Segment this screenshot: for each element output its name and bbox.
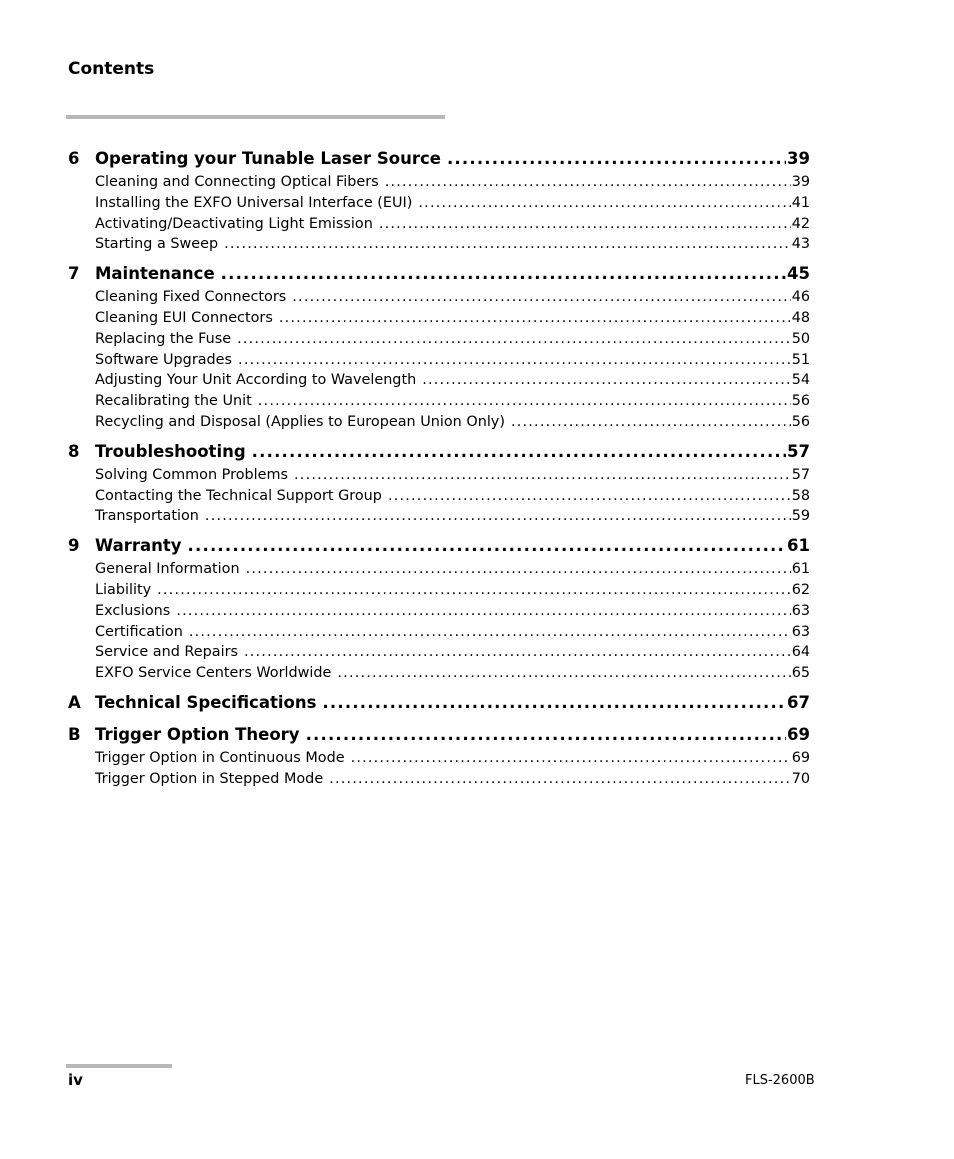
dot-leader xyxy=(351,748,791,769)
chapter-page-number: 69 xyxy=(787,724,810,744)
toc-chapter-row[interactable] xyxy=(68,146,810,172)
entry-page-number: 65 xyxy=(791,665,810,682)
entry-title: Cleaning EUI Connectors xyxy=(95,309,273,326)
dot-leader xyxy=(189,622,791,643)
chapter-title: Trigger Option Theory xyxy=(95,724,300,744)
entry-title: EXFO Service Centers Worldwide xyxy=(95,665,332,682)
chapter-title: Warranty xyxy=(95,536,182,556)
entry-title: Starting a Sweep xyxy=(95,236,219,253)
entry-title: Exclusions xyxy=(95,602,171,619)
toc-chapter-row[interactable] xyxy=(68,690,810,716)
entry-title: Trigger Option in Continuous Mode xyxy=(95,749,345,766)
chapter-page-number: 67 xyxy=(787,692,810,712)
chapter-title: Operating your Tunable Laser Source xyxy=(95,149,441,168)
chapter-page-number: 39 xyxy=(787,149,810,168)
entry-title: General Information xyxy=(95,561,240,578)
toc-entry[interactable] xyxy=(68,214,810,235)
toc-entry[interactable] xyxy=(68,370,810,391)
page-title: Contents xyxy=(68,59,155,79)
toc-chapter xyxy=(68,261,810,439)
dot-leader xyxy=(224,234,791,255)
toc-entry[interactable] xyxy=(68,580,810,601)
chapter-title: Maintenance xyxy=(95,264,215,284)
toc-entry[interactable] xyxy=(68,391,810,412)
entry-title: Trigger Option in Stepped Mode xyxy=(95,770,324,787)
chapter-number: 7 xyxy=(68,264,80,284)
dot-leader xyxy=(258,391,791,412)
toc-entry[interactable] xyxy=(68,663,810,684)
entry-title: Certification xyxy=(95,623,183,640)
dot-leader xyxy=(385,172,791,193)
dot-leader xyxy=(176,601,790,622)
entry-title: Software Upgrades xyxy=(95,351,233,368)
entry-page-number: 54 xyxy=(791,372,810,389)
entry-title: Cleaning and Connecting Optical Fibers xyxy=(95,174,379,190)
toc-entry[interactable] xyxy=(68,601,810,622)
dot-leader xyxy=(292,287,790,308)
toc-entry[interactable] xyxy=(68,559,810,580)
entry-page-number: 42 xyxy=(791,215,810,232)
toc-entry[interactable] xyxy=(68,193,810,214)
dot-leader xyxy=(337,663,790,684)
dot-leader xyxy=(237,329,791,350)
dot-leader xyxy=(379,214,791,235)
dot-leader xyxy=(188,533,786,559)
toc-entry[interactable] xyxy=(68,642,810,663)
dot-leader xyxy=(294,465,791,486)
entry-title: Activating/Deactivating Light Emission xyxy=(95,215,373,232)
toc-entry[interactable] xyxy=(68,486,810,507)
toc-entry[interactable] xyxy=(68,234,810,255)
chapter-title: Troubleshooting xyxy=(95,441,246,461)
dot-leader xyxy=(422,370,790,391)
entry-page-number: 58 xyxy=(791,487,810,504)
toc-entry[interactable] xyxy=(68,172,810,193)
toc-entry[interactable] xyxy=(68,412,810,433)
chapter-number: 6 xyxy=(68,149,80,168)
dot-leader xyxy=(447,146,786,172)
entry-page-number: 63 xyxy=(791,623,810,640)
dot-leader xyxy=(329,769,791,790)
entry-page-number: 70 xyxy=(791,770,810,787)
toc-entry[interactable] xyxy=(68,287,810,308)
dot-leader xyxy=(205,506,791,527)
entry-page-number: 39 xyxy=(791,174,810,190)
toc-chapter-row[interactable] xyxy=(68,533,810,559)
entry-title: Recycling and Disposal (Applies to European Union Only) xyxy=(95,413,505,430)
toc-chapter-row[interactable] xyxy=(68,722,810,748)
entry-title: Contacting the Technical Support Group xyxy=(95,487,382,504)
toc-entry[interactable] xyxy=(68,465,810,486)
entry-page-number: 51 xyxy=(791,351,810,368)
entry-page-number: 63 xyxy=(791,602,810,619)
entry-page-number: 41 xyxy=(791,194,810,211)
chapter-title: Technical Specifications xyxy=(95,692,317,712)
entry-page-number: 64 xyxy=(791,644,810,661)
entry-title: Transportation xyxy=(95,508,199,525)
dot-leader xyxy=(279,308,791,329)
entry-page-number: 48 xyxy=(791,309,810,326)
chapter-number: 9 xyxy=(68,536,80,556)
table-of-contents xyxy=(68,146,810,790)
entry-page-number: 62 xyxy=(791,581,810,598)
toc-chapter xyxy=(68,722,810,790)
chapter-number: A xyxy=(68,692,81,712)
entry-page-number: 56 xyxy=(791,393,810,410)
entry-page-number: 50 xyxy=(791,330,810,347)
entry-title: Adjusting Your Unit According to Wavelength xyxy=(95,372,417,389)
entry-page-number: 59 xyxy=(791,508,810,525)
entry-page-number: 61 xyxy=(791,561,810,578)
toc-chapter xyxy=(68,533,810,690)
entry-title: Recalibrating the Unit xyxy=(95,393,252,410)
entry-title: Service and Repairs xyxy=(95,644,238,661)
entry-page-number: 46 xyxy=(791,289,810,306)
dot-leader xyxy=(418,193,790,214)
toc-entry[interactable] xyxy=(68,329,810,350)
entry-title: Replacing the Fuse xyxy=(95,330,232,347)
toc-chapter xyxy=(68,146,810,261)
entry-page-number: 69 xyxy=(791,749,810,766)
chapter-number: B xyxy=(68,724,81,744)
footer-divider xyxy=(66,1064,172,1068)
toc-chapter xyxy=(68,690,810,722)
header-divider xyxy=(66,115,445,119)
dot-leader xyxy=(252,439,786,465)
chapter-page-number: 45 xyxy=(787,264,810,284)
toc-entry[interactable] xyxy=(68,769,810,790)
entry-page-number: 57 xyxy=(791,466,810,483)
toc-chapter-row[interactable] xyxy=(68,261,810,287)
dot-leader xyxy=(238,350,791,371)
toc-entry[interactable] xyxy=(68,350,810,371)
entry-title: Cleaning Fixed Connectors xyxy=(95,289,287,306)
entry-title: Solving Common Problems xyxy=(95,466,289,483)
entry-title: Installing the EXFO Universal Interface (EUI) xyxy=(95,194,413,211)
toc-entry[interactable] xyxy=(68,748,810,769)
dot-leader xyxy=(306,722,786,748)
entry-title: Liability xyxy=(95,581,152,598)
page-number: iv xyxy=(68,1071,83,1089)
toc-entry[interactable] xyxy=(68,622,810,643)
product-name: FLS-2600B xyxy=(745,1073,815,1088)
dot-leader xyxy=(221,261,786,287)
chapter-page-number: 61 xyxy=(787,536,810,556)
toc-chapter-row[interactable] xyxy=(68,439,810,465)
toc-entry[interactable] xyxy=(68,506,810,527)
dot-leader xyxy=(511,412,791,433)
dot-leader xyxy=(157,580,791,601)
toc-chapter xyxy=(68,439,810,533)
entry-page-number: 43 xyxy=(791,236,810,253)
entry-page-number: 56 xyxy=(791,413,810,430)
toc-entry[interactable] xyxy=(68,308,810,329)
chapter-number: 8 xyxy=(68,441,80,461)
dot-leader xyxy=(388,486,791,507)
chapter-page-number: 57 xyxy=(787,441,810,461)
dot-leader xyxy=(246,559,791,580)
dot-leader xyxy=(244,642,791,663)
dot-leader xyxy=(322,690,786,716)
